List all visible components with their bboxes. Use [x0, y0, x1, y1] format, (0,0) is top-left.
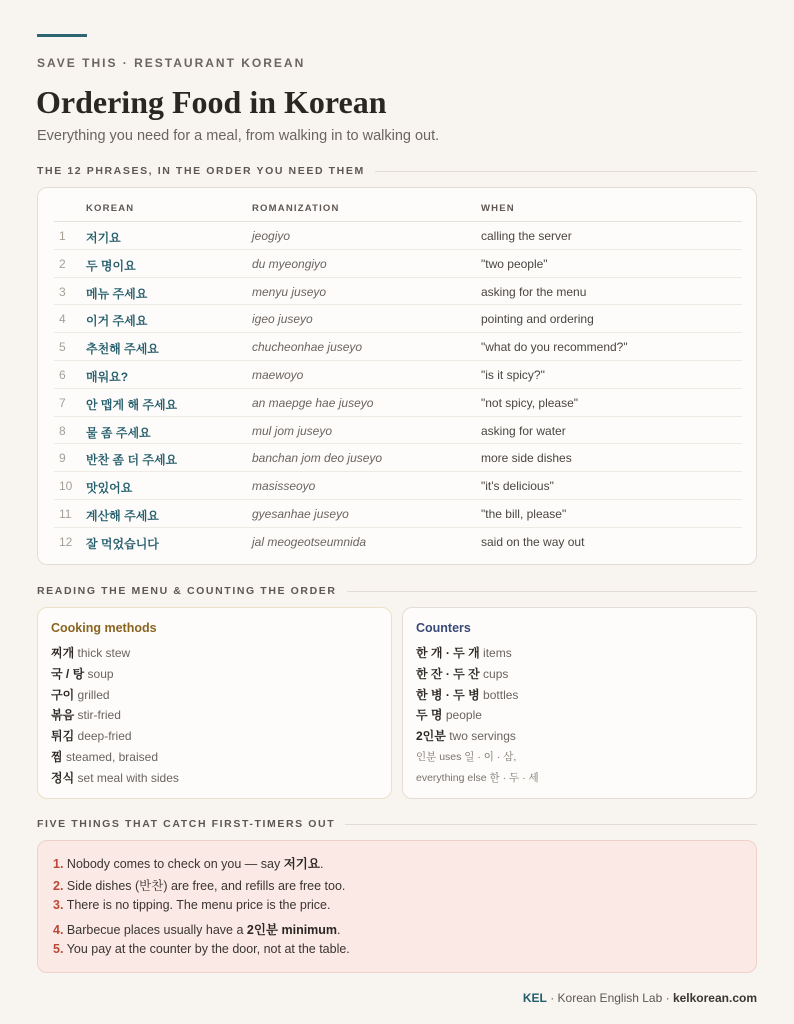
- phrase-romanization: banchan jom deo juseyo: [252, 451, 383, 466]
- table-header: [54, 200, 742, 222]
- tip-text: Nobody comes to check on you — say: [66, 857, 284, 871]
- menu-section-header: [37, 584, 757, 598]
- phrase-number: 6: [59, 368, 66, 382]
- table-row: [54, 250, 742, 278]
- cooking-method-english: deep-fried: [77, 729, 132, 744]
- cooking-method-english: thick stew: [77, 646, 131, 660]
- cooking-method-korean: 국 / 탕: [51, 666, 85, 681]
- tip-text: You pay at the counter by the door, not at the table.: [66, 942, 350, 956]
- phrases-section-header: [37, 164, 757, 178]
- phrase-number: 8: [59, 423, 66, 438]
- phrase-korean: 두 명이요: [86, 258, 136, 273]
- counter-item: [416, 665, 508, 682]
- phrase-when: said on the way out: [481, 534, 585, 549]
- phrase-number: 7: [59, 395, 66, 410]
- tip-emphasis: 2인분 minimum: [246, 923, 338, 937]
- table-row: [54, 389, 742, 417]
- tip-item: [53, 942, 350, 956]
- phrase-korean: 저기요: [86, 231, 121, 245]
- footer-separator: ·: [546, 991, 558, 1005]
- footer-brand: KEL: [522, 991, 547, 1005]
- phrase-when: pointing and ordering: [481, 312, 594, 327]
- phrase-table: [37, 187, 757, 565]
- phrase-when: "the bill, please": [481, 507, 567, 521]
- counters-card: [402, 607, 757, 799]
- phrase-romanization: jal meogeotseumnida: [252, 534, 367, 549]
- phrase-number: 1: [59, 229, 66, 243]
- counter-item: [416, 644, 512, 661]
- table-row: [54, 278, 742, 306]
- column-header-when: WHEN: [481, 203, 515, 214]
- phrase-number: 2: [59, 256, 66, 271]
- cooking-method-korean: 구이: [51, 687, 75, 702]
- tip-number: 3.: [53, 898, 64, 912]
- cooking-method-korean: 볶음: [51, 708, 75, 723]
- phrase-korean: 이거 주세요: [86, 314, 148, 329]
- phrase-romanization: du myeongiyo: [252, 256, 327, 271]
- eyebrow: SAVE THIS · RESTAURANT KOREAN: [37, 56, 306, 70]
- counters-note-line-2: everything else 한 · 두 · 세: [416, 772, 539, 784]
- phrase-number: 10: [59, 479, 73, 494]
- tips-card: [37, 840, 757, 973]
- phrase-korean: 잘 먹었습니다: [86, 536, 159, 551]
- phrase-number: 4: [59, 312, 66, 327]
- divider: [375, 171, 757, 172]
- phrase-korean: 맛있어요: [86, 481, 133, 496]
- cooking-method-item: [51, 686, 110, 703]
- phrase-korean: 메뉴 주세요: [86, 286, 148, 301]
- phrase-number: 11: [59, 507, 72, 521]
- phrase-korean: 추천해 주세요: [86, 342, 159, 357]
- phrase-when: asking for water: [481, 423, 566, 438]
- table-row: [54, 472, 742, 500]
- counter-item: [416, 727, 516, 744]
- tip-text-end: .: [337, 923, 341, 937]
- phrase-number: 3: [59, 284, 66, 299]
- footer-website-link[interactable]: kelkorean.com: [672, 991, 757, 1005]
- phrase-when: calling the server: [481, 229, 572, 243]
- counter-item: [416, 706, 482, 723]
- phrase-romanization: maewoyo: [252, 368, 304, 382]
- phrase-number: 12: [59, 534, 73, 549]
- table-row: [54, 500, 742, 528]
- tip-text-end: .: [319, 857, 324, 871]
- phrase-when: "two people": [481, 256, 548, 271]
- phrase-number: 9: [59, 451, 66, 466]
- counters-title: Counters: [416, 621, 471, 635]
- phrase-when: "not spicy, please": [481, 395, 579, 410]
- table-row: [54, 361, 742, 389]
- tip-item: [53, 920, 341, 938]
- counter-korean: 한 잔 · 두 잔: [416, 666, 480, 681]
- phrase-korean: 계산해 주세요: [86, 509, 159, 523]
- divider: [345, 824, 757, 825]
- table-row: [54, 333, 742, 361]
- phrase-korean: 물 좀 주세요: [86, 425, 151, 440]
- counter-item: [416, 686, 518, 703]
- cooking-method-english: soup: [87, 666, 114, 681]
- phrase-romanization: chucheonhae juseyo: [252, 340, 363, 355]
- phrase-romanization: an maepge hae juseyo: [252, 395, 374, 410]
- counters-note-line-1: 인분 uses 일 · 이 · 삼,: [416, 751, 517, 763]
- menu-section-label: READING THE MENU & COUNTING THE ORDER: [37, 585, 337, 597]
- cooking-method-korean: 튀김: [51, 729, 75, 744]
- phrase-romanization: gyesanhae juseyo: [252, 507, 349, 521]
- tip-text: Side dishes (반찬) are free, and refills are free too.: [66, 879, 346, 893]
- counter-english: bottles: [483, 687, 519, 702]
- cooking-method-korean: 정식: [51, 770, 75, 785]
- table-row: [54, 417, 742, 445]
- tips-section-label: FIVE THINGS THAT CATCH FIRST-TIMERS OUT: [37, 818, 336, 830]
- cooking-method-english: set meal with sides: [77, 770, 179, 785]
- counter-korean: 한 개 · 두 개: [416, 646, 480, 660]
- cooking-method-english: grilled: [77, 687, 110, 702]
- cooking-method-korean: 찜: [51, 750, 63, 764]
- phrase-romanization: jeogiyo: [252, 229, 291, 243]
- tip-number: 2.: [53, 879, 64, 893]
- phrase-when: asking for the menu: [481, 284, 587, 299]
- cooking-methods-card: [37, 607, 392, 799]
- footer-separator: ·: [662, 991, 673, 1005]
- page-subtitle: Everything you need for a meal, from walking in to walking out.: [37, 128, 440, 144]
- counter-korean: 2인분: [416, 729, 446, 744]
- cooking-method-item: [51, 706, 121, 723]
- tips-section-header: [37, 817, 757, 831]
- phrase-romanization: masisseoyo: [252, 479, 316, 494]
- phrase-korean: 반찬 좀 더 주세요: [86, 453, 178, 468]
- footer-name: Korean English Lab: [557, 991, 663, 1005]
- phrase-romanization: menyu juseyo: [252, 284, 327, 299]
- tip-text: There is no tipping. The menu price is the price.: [66, 898, 331, 912]
- cooking-method-item: [51, 665, 114, 682]
- table-row: [54, 528, 742, 556]
- tip-number: 4.: [53, 923, 64, 937]
- cooking-method-english: steamed, braised: [65, 750, 158, 764]
- counter-english: two servings: [449, 729, 516, 744]
- tip-number: 1.: [53, 857, 64, 871]
- table-row: [54, 222, 742, 250]
- phrase-romanization: mul jom juseyo: [252, 423, 333, 438]
- tip-number: 5.: [53, 942, 64, 956]
- phrase-romanization: igeo juseyo: [252, 312, 313, 327]
- column-header-romanization: ROMANIZATION: [252, 203, 340, 214]
- cooking-method-item: [51, 748, 158, 765]
- cooking-method-korean: 찌개: [51, 646, 75, 660]
- tip-item: [53, 876, 345, 894]
- tip-item: [53, 854, 323, 872]
- table-row: [54, 305, 742, 333]
- phrase-when: "what do you recommend?": [481, 340, 628, 355]
- tip-emphasis: 저기요: [283, 857, 320, 871]
- column-header-korean: KOREAN: [86, 203, 135, 214]
- cooking-methods-title: Cooking methods: [51, 621, 157, 635]
- phrase-when: "is it spicy?": [481, 368, 545, 382]
- footer: [523, 991, 757, 1005]
- counter-english: people: [445, 708, 482, 723]
- cooking-method-item: [51, 769, 179, 786]
- cooking-method-item: [51, 644, 130, 661]
- cooking-method-item: [51, 727, 132, 744]
- counter-korean: 두 명: [416, 708, 443, 723]
- counter-korean: 한 병 · 두 병: [416, 687, 480, 702]
- phrase-when: more side dishes: [481, 451, 572, 466]
- phrase-korean: 안 맵게 해 주세요: [86, 397, 178, 412]
- table-row: [54, 444, 742, 472]
- phrase-when: "it's delicious": [481, 479, 554, 494]
- divider: [347, 591, 757, 592]
- tip-text: Barbecue places usually have a: [66, 923, 247, 937]
- page-title: Ordering Food in Korean: [36, 84, 387, 120]
- phrases-section-label: THE 12 PHRASES, IN THE ORDER YOU NEED THEM: [37, 165, 365, 177]
- phrase-number: 5: [59, 340, 66, 355]
- cooking-method-english: stir-fried: [77, 708, 121, 723]
- counter-english: cups: [483, 666, 509, 681]
- top-accent-rule: [37, 34, 87, 37]
- counter-english: items: [483, 646, 512, 660]
- phrase-korean: 매워요?: [86, 370, 129, 384]
- tip-item: [53, 898, 330, 912]
